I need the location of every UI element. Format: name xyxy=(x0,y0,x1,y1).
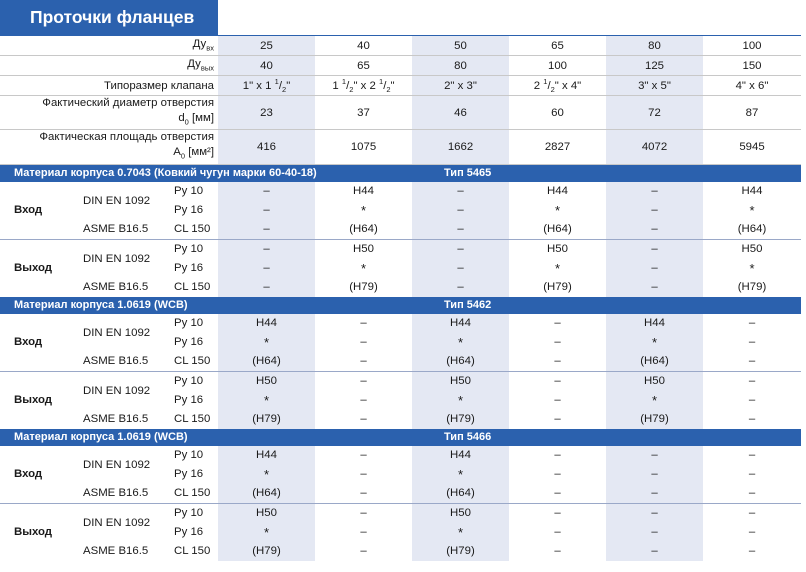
standard-label: DIN EN 1092 xyxy=(80,371,172,410)
value-cell: * xyxy=(218,465,315,484)
value-cell: 100 xyxy=(703,36,801,56)
pressure-class-label: CL 150 xyxy=(174,413,211,426)
value-cell: H50 xyxy=(509,239,606,259)
pressure-class-label: Ру 10 xyxy=(174,449,204,462)
value-cell: – xyxy=(360,526,367,539)
value-cell: (H79) xyxy=(737,281,767,294)
value-cell: * xyxy=(606,333,703,352)
table-row xyxy=(0,542,801,561)
value-cell: * xyxy=(218,391,315,410)
header-row xyxy=(0,56,801,76)
value-cell: – xyxy=(412,182,509,201)
value-cell: 1662 xyxy=(412,130,509,164)
value-cell: 65 xyxy=(509,36,606,56)
value-cell: * xyxy=(412,333,509,352)
row-label-symbol: d xyxy=(178,112,185,124)
value-cell: 2827 xyxy=(509,130,606,164)
value-cell: H44 xyxy=(412,446,509,465)
value-cell: H50 xyxy=(412,371,509,391)
value-cell: – xyxy=(554,545,561,558)
value-cell: * xyxy=(554,202,561,218)
standard-label: ASME B16.5 xyxy=(83,223,149,236)
value-cell: * xyxy=(412,465,509,484)
table-row xyxy=(0,239,801,259)
value-cell: (H64) xyxy=(737,223,767,236)
pressure-class-label: Ру 16 xyxy=(174,394,204,407)
value-cell: 150 xyxy=(703,56,801,76)
valve-type-label: Тип 5466 xyxy=(412,429,801,446)
header-row xyxy=(0,130,801,164)
value-cell: – xyxy=(315,371,412,391)
row-label-sub: вх xyxy=(206,43,214,53)
value-cell: 23 xyxy=(218,96,315,130)
side-label: Вход xyxy=(14,468,43,481)
table-row xyxy=(0,371,801,391)
row-label-text: Фактическая площадь отверстия xyxy=(39,131,214,144)
flange-table xyxy=(0,36,801,561)
value-cell: 50 xyxy=(412,36,509,56)
value-cell: (H64) xyxy=(218,484,315,504)
side-label: Вход xyxy=(14,204,43,217)
pressure-class-label: Ру 16 xyxy=(174,262,204,275)
value-cell: – xyxy=(703,503,801,523)
pressure-class-label: CL 150 xyxy=(174,355,211,368)
side-label: Вход xyxy=(14,336,43,349)
value-cell: – xyxy=(218,259,315,278)
value-cell: – xyxy=(554,449,561,462)
standard-label: ASME B16.5 xyxy=(83,413,149,426)
value-cell: – xyxy=(748,487,756,500)
value-cell: – xyxy=(360,413,367,426)
value-cell: 100 xyxy=(509,56,606,76)
value-cell: (H79) xyxy=(412,410,509,429)
value-cell: * xyxy=(749,260,755,276)
value-cell: – xyxy=(412,239,509,259)
header-row xyxy=(0,36,801,56)
pressure-class-label: Ру 10 xyxy=(172,371,218,391)
value-cell: – xyxy=(606,465,703,484)
value-cell: 125 xyxy=(606,56,703,76)
material-header xyxy=(0,297,801,314)
value-cell: H50 xyxy=(703,239,801,259)
value-cell: H44 xyxy=(412,314,509,333)
header-row xyxy=(0,76,801,96)
value-cell: * xyxy=(606,391,703,410)
header-row xyxy=(0,96,801,130)
value-cell: – xyxy=(748,526,756,539)
material-label: Материал корпуса 1.0619 (WCB) xyxy=(0,297,412,314)
row-label-sub: 0 xyxy=(184,117,189,127)
value-cell: – xyxy=(748,394,756,407)
value-cell: 65 xyxy=(315,56,412,76)
value-cell: – xyxy=(703,371,801,391)
value-cell: – xyxy=(360,317,367,330)
value-cell: (H79) xyxy=(218,410,315,429)
value-cell: H50 xyxy=(218,371,315,391)
value-cell: 37 xyxy=(315,96,412,130)
value-cell: (H79) xyxy=(218,542,315,561)
value-cell: 1 $^1/_2$" x 2 $^1/_2$" xyxy=(315,76,412,96)
value-cell: – xyxy=(412,220,509,240)
pressure-class-label: CL 150 xyxy=(174,487,211,500)
value-cell: H44 xyxy=(547,185,568,198)
value-cell: H44 xyxy=(741,185,763,198)
value-cell: – xyxy=(509,503,606,523)
value-cell: 3" x 5" xyxy=(606,76,703,96)
value-cell: – xyxy=(554,355,561,368)
value-cell: 25 xyxy=(218,36,315,56)
standard-label: ASME B16.5 xyxy=(83,281,149,294)
value-cell: 416 xyxy=(218,130,315,164)
value-cell: – xyxy=(554,394,561,407)
value-cell: * xyxy=(554,260,561,276)
value-cell: – xyxy=(606,182,703,201)
value-cell: – xyxy=(412,259,509,278)
value-cell: 1" x 1 $^1/_2$" xyxy=(218,76,315,96)
value-cell: H50 xyxy=(606,371,703,391)
standard-label: ASME B16.5 xyxy=(83,487,149,500)
value-cell: – xyxy=(748,468,756,481)
value-cell: (H64) xyxy=(218,352,315,372)
value-cell: * xyxy=(218,333,315,352)
row-label-sub: 0 xyxy=(180,151,186,161)
table-row xyxy=(0,410,801,429)
value-cell: – xyxy=(606,446,703,465)
value-cell: – xyxy=(554,526,561,539)
standard-label: ASME B16.5 xyxy=(83,355,149,368)
standard-label: DIN EN 1092 xyxy=(83,458,151,471)
pressure-class-label: CL 150 xyxy=(174,281,211,294)
value-cell: * xyxy=(412,391,509,410)
value-cell: – xyxy=(218,239,315,259)
value-cell: – xyxy=(606,523,703,542)
value-cell: – xyxy=(606,220,703,240)
pressure-class-label: Ру 16 xyxy=(174,468,204,481)
pressure-class-label: Ру 10 xyxy=(174,185,204,198)
value-cell: 46 xyxy=(412,96,509,130)
material-label: Материал корпуса 1.0619 (WCB) xyxy=(0,429,412,446)
table-row xyxy=(0,503,801,523)
value-cell: 2 $^1/_2$" x 4" xyxy=(509,76,606,96)
side-label: Выход xyxy=(0,371,80,429)
row-label xyxy=(0,76,218,96)
value-cell: (H64) xyxy=(543,223,572,236)
row-label xyxy=(0,36,218,56)
standard-label: DIN EN 1092 xyxy=(83,326,151,339)
pressure-class-label: Ру 16 xyxy=(174,336,204,349)
value-cell: – xyxy=(748,413,756,426)
value-cell: H44 xyxy=(218,314,315,333)
value-cell: (H79) xyxy=(349,281,378,294)
value-cell: 80 xyxy=(412,56,509,76)
value-cell: 40 xyxy=(315,36,412,56)
value-cell: H50 xyxy=(218,503,315,523)
value-cell: – xyxy=(218,220,315,240)
value-cell: – xyxy=(554,336,561,349)
value-cell: H44 xyxy=(353,185,374,198)
value-cell: – xyxy=(360,449,367,462)
standard-label: ASME B16.5 xyxy=(83,545,149,558)
value-cell: – xyxy=(606,201,703,220)
value-cell: (H79) xyxy=(606,410,703,429)
value-cell: (H64) xyxy=(349,223,378,236)
value-cell: H50 xyxy=(412,503,509,523)
standard-label: DIN EN 1092 xyxy=(83,194,151,207)
value-cell: * xyxy=(360,202,367,218)
row-label xyxy=(0,96,218,130)
value-cell: – xyxy=(554,413,561,426)
value-cell: – xyxy=(748,449,756,462)
row-label xyxy=(0,130,218,164)
value-cell: – xyxy=(748,336,756,349)
value-cell: H44 xyxy=(606,314,703,333)
side-label: Выход xyxy=(0,503,80,561)
value-cell: (H64) xyxy=(412,352,509,372)
pressure-class-label: Ру 10 xyxy=(172,503,218,523)
row-label-text: Ду xyxy=(187,58,201,71)
value-cell: * xyxy=(218,523,315,542)
value-cell: – xyxy=(606,278,703,297)
value-cell: 72 xyxy=(606,96,703,130)
value-cell: – xyxy=(554,487,561,500)
value-cell: 4072 xyxy=(606,130,703,164)
value-cell: 1075 xyxy=(315,130,412,164)
value-cell: – xyxy=(360,355,367,368)
pressure-class-label: Ру 16 xyxy=(174,526,204,539)
row-label-text: Ду xyxy=(192,38,207,51)
value-cell: – xyxy=(606,259,703,278)
value-cell: 2" x 3" xyxy=(412,76,509,96)
value-cell: – xyxy=(360,545,367,558)
value-cell: – xyxy=(554,468,561,481)
material-header xyxy=(0,164,801,182)
pressure-class-label: CL 150 xyxy=(174,545,211,558)
value-cell: (H79) xyxy=(412,542,509,561)
value-cell: – xyxy=(315,503,412,523)
standard-label: DIN EN 1092 xyxy=(80,503,172,542)
row-label-symbol: A xyxy=(173,146,181,159)
table-row xyxy=(0,220,801,240)
table-row xyxy=(0,484,801,504)
value-cell: * xyxy=(749,202,755,218)
value-cell: (H64) xyxy=(412,484,509,504)
material-header xyxy=(0,429,801,446)
value-cell: – xyxy=(606,542,703,561)
value-cell: – xyxy=(748,545,756,558)
value-cell: * xyxy=(412,523,509,542)
row-label-sub: вых xyxy=(200,63,214,73)
value-cell: – xyxy=(412,201,509,220)
value-cell: – xyxy=(606,503,703,523)
valve-type-label: Тип 5465 xyxy=(412,164,801,182)
row-label-text: Типоразмер клапана xyxy=(104,79,214,92)
value-cell: – xyxy=(218,182,315,201)
value-cell: (H64) xyxy=(606,352,703,372)
value-cell: – xyxy=(360,468,367,481)
value-cell: H50 xyxy=(315,239,412,259)
value-cell: H44 xyxy=(218,446,315,465)
value-cell: 80 xyxy=(606,36,703,56)
value-cell: – xyxy=(509,371,606,391)
value-cell: (H79) xyxy=(543,281,572,294)
standard-label: DIN EN 1092 xyxy=(80,239,172,278)
value-cell: – xyxy=(606,239,703,259)
pressure-class-label: Ру 10 xyxy=(172,239,218,259)
value-cell: 60 xyxy=(509,96,606,130)
side-label: Выход xyxy=(0,239,80,297)
valve-type-label: Тип 5462 xyxy=(412,297,801,314)
table-row xyxy=(0,182,801,201)
value-cell: – xyxy=(748,317,756,330)
pressure-class-label: CL 150 xyxy=(174,223,211,236)
value-cell: 4" x 6" xyxy=(703,76,801,96)
value-cell: 5945 xyxy=(703,130,801,164)
value-cell: – xyxy=(218,278,315,297)
table-row xyxy=(0,352,801,372)
page-title: Проточки фланцев xyxy=(0,0,218,35)
table-row xyxy=(0,446,801,465)
value-cell: – xyxy=(360,336,367,349)
value-cell: – xyxy=(218,201,315,220)
value-cell: 40 xyxy=(218,56,315,76)
value-cell: * xyxy=(360,260,367,276)
row-label-unit: [мм] xyxy=(188,112,214,124)
value-cell: – xyxy=(748,355,756,368)
value-cell: 87 xyxy=(703,96,801,130)
table-row xyxy=(0,314,801,333)
value-cell: – xyxy=(360,487,367,500)
row-label xyxy=(0,56,218,76)
row-label-text: Фактический диаметр отверстия xyxy=(42,97,214,109)
table-row xyxy=(0,278,801,297)
value-cell: – xyxy=(412,278,509,297)
pressure-class-label: Ру 16 xyxy=(174,204,204,217)
value-cell: – xyxy=(554,317,561,330)
pressure-class-label: Ру 10 xyxy=(174,317,204,330)
value-cell: – xyxy=(360,394,367,407)
row-label-unit: [мм²] xyxy=(185,146,214,159)
value-cell: – xyxy=(606,484,703,504)
material-label: Материал корпуса 0.7043 (Ковкий чугун марки 60-40-18) xyxy=(0,164,412,182)
